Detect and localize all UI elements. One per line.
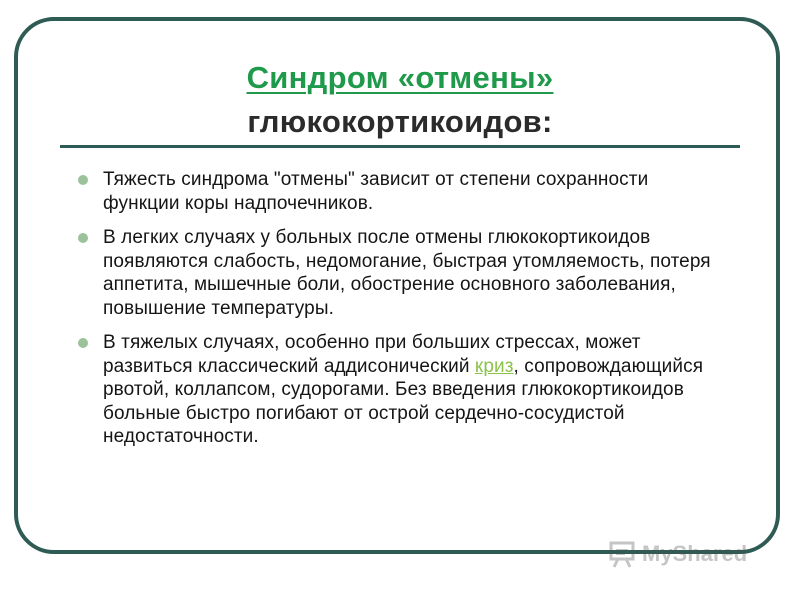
kriz-link[interactable]: криз: [474, 355, 514, 377]
bullet-item: [103, 226, 723, 320]
slide-title: [0, 56, 800, 144]
bullet-dot-icon: [78, 175, 88, 185]
bullet-text-before: В тяжелых случаях, особенно при больших стрессах, может развиться классический аддисонический: [103, 332, 641, 377]
title-rest: глюкокортикоидов:: [247, 104, 553, 139]
bullet-text: Тяжесть синдрома "отмены" зависит от степени сохранности функции коры надпочечников.: [103, 169, 649, 214]
bullet-dot-icon: [78, 338, 88, 348]
bullet-text-after: , сопровождающийся рвотой, коллапсом, судорогами. Без введения глюкокортикоидов больные быстро погибают от острой сердечно-сосудистой недостаточности.: [103, 355, 704, 447]
bullet-dot-icon: [78, 233, 88, 243]
bullet-item: [103, 331, 723, 449]
title-link[interactable]: Синдром «отмены»: [246, 60, 554, 95]
bullet-list: [103, 168, 723, 460]
watermark: [608, 537, 747, 571]
watermark-text: MyShared: [642, 541, 748, 566]
bullet-item: [103, 168, 723, 215]
presentation-board-icon: [608, 539, 638, 569]
bullet-text: В легких случаях у больных после отмены глюкокортикоидов появляются слабость, недомогание, быстрая утомляемость, потеря аппетита, мышечные боли, обострение основного заболевания, повышение температуры.: [103, 227, 711, 319]
title-divider: [60, 145, 740, 148]
